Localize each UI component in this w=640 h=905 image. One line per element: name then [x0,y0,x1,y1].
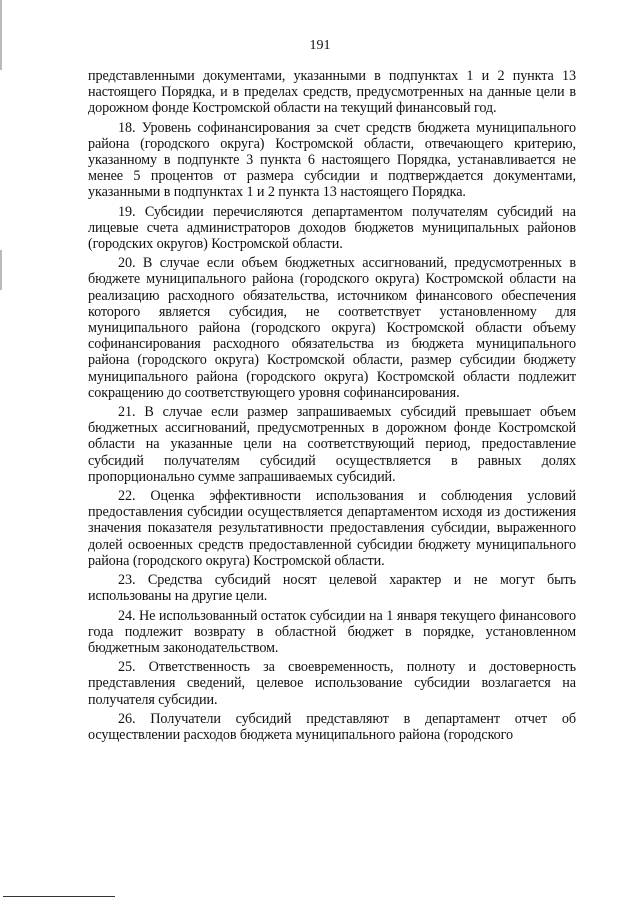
paragraph-25: 25. Ответственность за своевременность, полноту и достоверность представления сведений, целевое использование субсидии возлагается на получателя субсидии. [88,659,576,708]
paragraph-21: 21. В случае если размер запрашиваемых субсидий превышает объем бюджетных ассигнований, предусмотренных в дорожном фонде Костромской области на указанные цели на соответствующий период, предоставление субсидий получателям субсидий осуществляется в равных долях пропорционально сумме запрашиваемых субсидий. [88,404,576,485]
scan-edge-mark-middle [0,250,2,290]
paragraph-18: 18. Уровень софинансирования за счет средств бюджета муниципального района (городского округа) Костромской области, отвечающего критерию, указанному в подпункте 3 пункта 6 настоящего Порядка, устанавливается не менее 5 процентов от размера субсидии и подтверждается документами, указанными в подпунктах 1 и 2 пункта 13 настоящего Порядка. [88,119,576,201]
paragraph-26: 26. Получатели субсидий представляют в департамент отчет об осуществлении расходов бюджета муниципального района (городского [88,710,576,743]
paragraph-20: 20. В случае если объем бюджетных ассигнований, предусмотренных в бюджете муниципального района (городского округа) Костромской области на реализацию расходного обязательства, источником финансового обеспечения которого является субсидия, не соответствует установленному для муниципального района (городского округа) Костромской области объему софинансирования расходного обязательства из бюджета муниципального района (городского округа) Костромской области, размер субсидии бюджету муниципального района (городского округа) Костромской области подлежит сокращению до соответствующего уровня софинансирования. [88,255,576,401]
footnote-divider [3,896,115,897]
scan-edge-mark-top [0,0,2,70]
document-body [88,68,576,743]
paragraph-19: 19. Субсидии перечисляются департаментом получателям субсидий на лицевые счета администраторов доходов бюджетов муниципальных районов (городских округов) Костромской области. [88,203,576,253]
paragraph-22: 22. Оценка эффективности использования и соблюдения условий предоставления субсидии осуществляется департаментом исходя из достижения значения показателя результативности предоставления субсидии, выраженного долей освоенных средств предоставленной субсидии бюджету муниципального района (городского округа) Костромской области. [88,488,576,569]
paragraph-24: 24. Не использованный остаток субсидии на 1 января текущего финансового года подлежит возврату в областной бюджет в порядке, установленном бюджетным законодательством. [88,607,576,656]
paragraph-23: 23. Средства субсидий носят целевой характер и не могут быть использованы на другие цели. [88,572,576,605]
paragraph-continuation: представленными документами, указанными в подпунктах 1 и 2 пункта 13 настоящего Порядка, и в пределах средств, предусмотренных на данные цели в дорожном фонде Костромской области на текущий финансовый год. [88,68,576,117]
page-number: 191 [309,38,331,53]
